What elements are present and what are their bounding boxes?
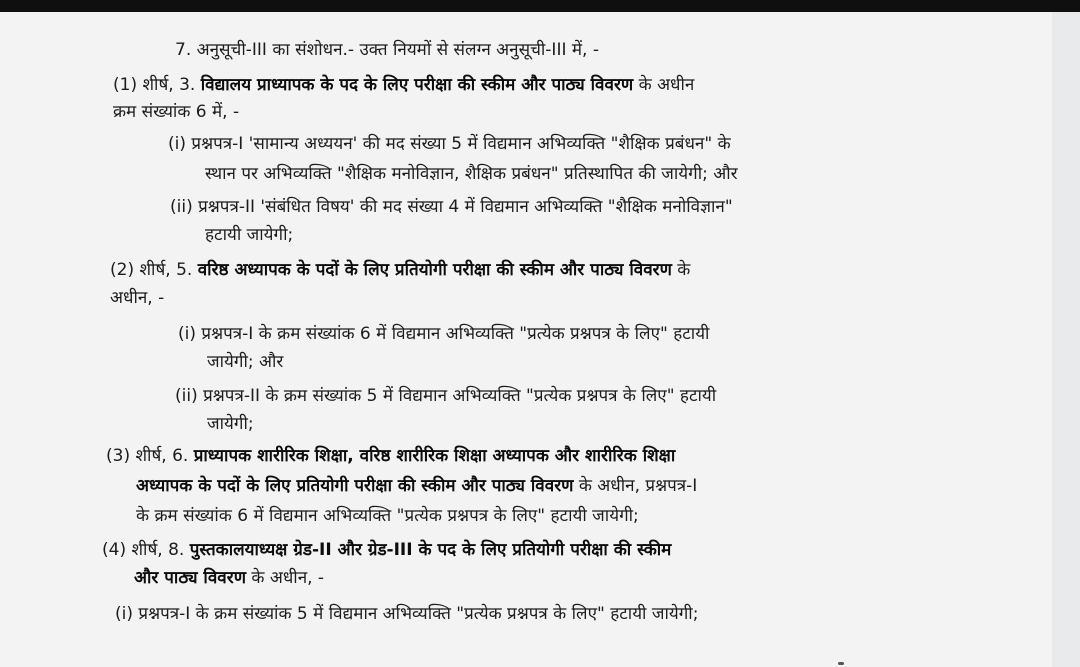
line-clause-3-cont bbox=[136, 474, 697, 498]
clause-2-prefix: (2) शीर्ष, 5. bbox=[110, 260, 198, 280]
clause-3-title-cont: अध्यापक के पदों के लिए प्रतियोगी परीक्षा की स्कीम और पाठ्य विवरण bbox=[136, 476, 574, 496]
clause-3-suffix: के अधीन, प्रश्नपत्र-I bbox=[573, 476, 698, 496]
line-clause-1-i: (i) प्रश्नपत्र-I 'सामान्य अध्ययन' की मद संख्या 5 में विद्यमान अभिव्यक्ति "शैक्षिक प्रबंधन" के bbox=[168, 134, 731, 154]
line-clause-3-heading bbox=[106, 444, 675, 468]
line-clause-3-serial: के क्रम संख्यांक 6 में विद्यमान अभिव्यक्ति "प्रत्येक प्रश्नपत्र के लिए" हटायी जायेगी; bbox=[136, 506, 639, 526]
clause-3-prefix: (3) शीर्ष, 6. bbox=[106, 446, 194, 466]
line-clause-2-ii: (ii) प्रश्नपत्र-II के क्रम संख्यांक 5 में विद्यमान अभिव्यक्ति "प्रत्येक प्रश्नपत्र के लिए" हटायी bbox=[175, 386, 717, 406]
line-clause-2-ii-cont: जायेगी; bbox=[207, 414, 254, 434]
clause-4-title: पुस्तकालयाध्यक्ष ग्रेड-II और ग्रेड-III के पद के लिए प्रतियोगी परीक्षा की स्कीम bbox=[189, 540, 672, 560]
clause-2-title: वरिष्ठ अध्यापक के पदों के लिए प्रतियोगी परीक्षा की स्कीम और पाठ्य विवरण bbox=[197, 260, 672, 280]
line-clause-4-i: (i) प्रश्नपत्र-I के क्रम संख्यांक 5 में विद्यमान अभिव्यक्ति "प्रत्येक प्रश्नपत्र के लिए" हटायी जायेगी; bbox=[115, 604, 699, 624]
stray-ink-mark bbox=[838, 662, 844, 665]
line-clause-1-i-cont: स्थान पर अभिव्यक्ति "शैक्षिक मनोविज्ञान, शैक्षिक प्रबंधन" प्रतिस्थापित की जायेगी; और bbox=[205, 164, 738, 184]
line-clause-1-serial: क्रम संख्यांक 6 में, - bbox=[113, 102, 240, 122]
line-clause-4-cont bbox=[134, 566, 324, 590]
clause-2-suffix: के bbox=[671, 260, 691, 280]
line-clause-2-heading bbox=[110, 258, 690, 282]
line-clause-2-i: (i) प्रश्नपत्र-I के क्रम संख्यांक 6 में विद्यमान अभिव्यक्ति "प्रत्येक प्रश्नपत्र के लिए" हटायी bbox=[178, 324, 710, 344]
line-clause-2-i-cont: जायेगी; और bbox=[207, 352, 284, 372]
clause-4-title-cont: और पाठ्य विवरण bbox=[134, 568, 246, 588]
clause-4-suffix: के अधीन, - bbox=[245, 568, 325, 588]
top-status-bar bbox=[0, 0, 1080, 12]
line-clause-1-ii-cont: हटायी जायेगी; bbox=[205, 225, 294, 245]
line-clause-1-heading bbox=[113, 73, 694, 97]
clause-1-title: विद्यालय प्राध्यापक के पद के लिए परीक्षा की स्कीम और पाठ्य विवरण bbox=[200, 75, 634, 95]
line-clause-1-ii: (ii) प्रश्नपत्र-II 'संबंधित विषय' की मद संख्या 4 में विद्यमान अभिव्यक्ति "शैक्षिक मनोविज्ञान" bbox=[170, 197, 733, 217]
clause-1-prefix: (1) शीर्ष, 3. bbox=[113, 75, 201, 95]
right-side-panel bbox=[1052, 12, 1080, 667]
clause-1-suffix: के अधीन bbox=[633, 75, 695, 95]
clause-4-prefix: (4) शीर्ष, 8. bbox=[102, 540, 190, 560]
clause-3-title: प्राध्यापक शारीरिक शिक्षा, वरिष्ठ शारीरिक शिक्षा अध्यापक और शारीरिक शिक्षा bbox=[193, 446, 676, 466]
line-clause-2-cont: अधीन, - bbox=[110, 288, 165, 308]
line-clause-4-heading bbox=[102, 538, 671, 562]
document-page bbox=[0, 12, 1052, 667]
line-amendment-heading: 7. अनुसूची-III का संशोधन.- उक्त नियमों से संलग्न अनुसूची-III में, - bbox=[175, 40, 599, 60]
